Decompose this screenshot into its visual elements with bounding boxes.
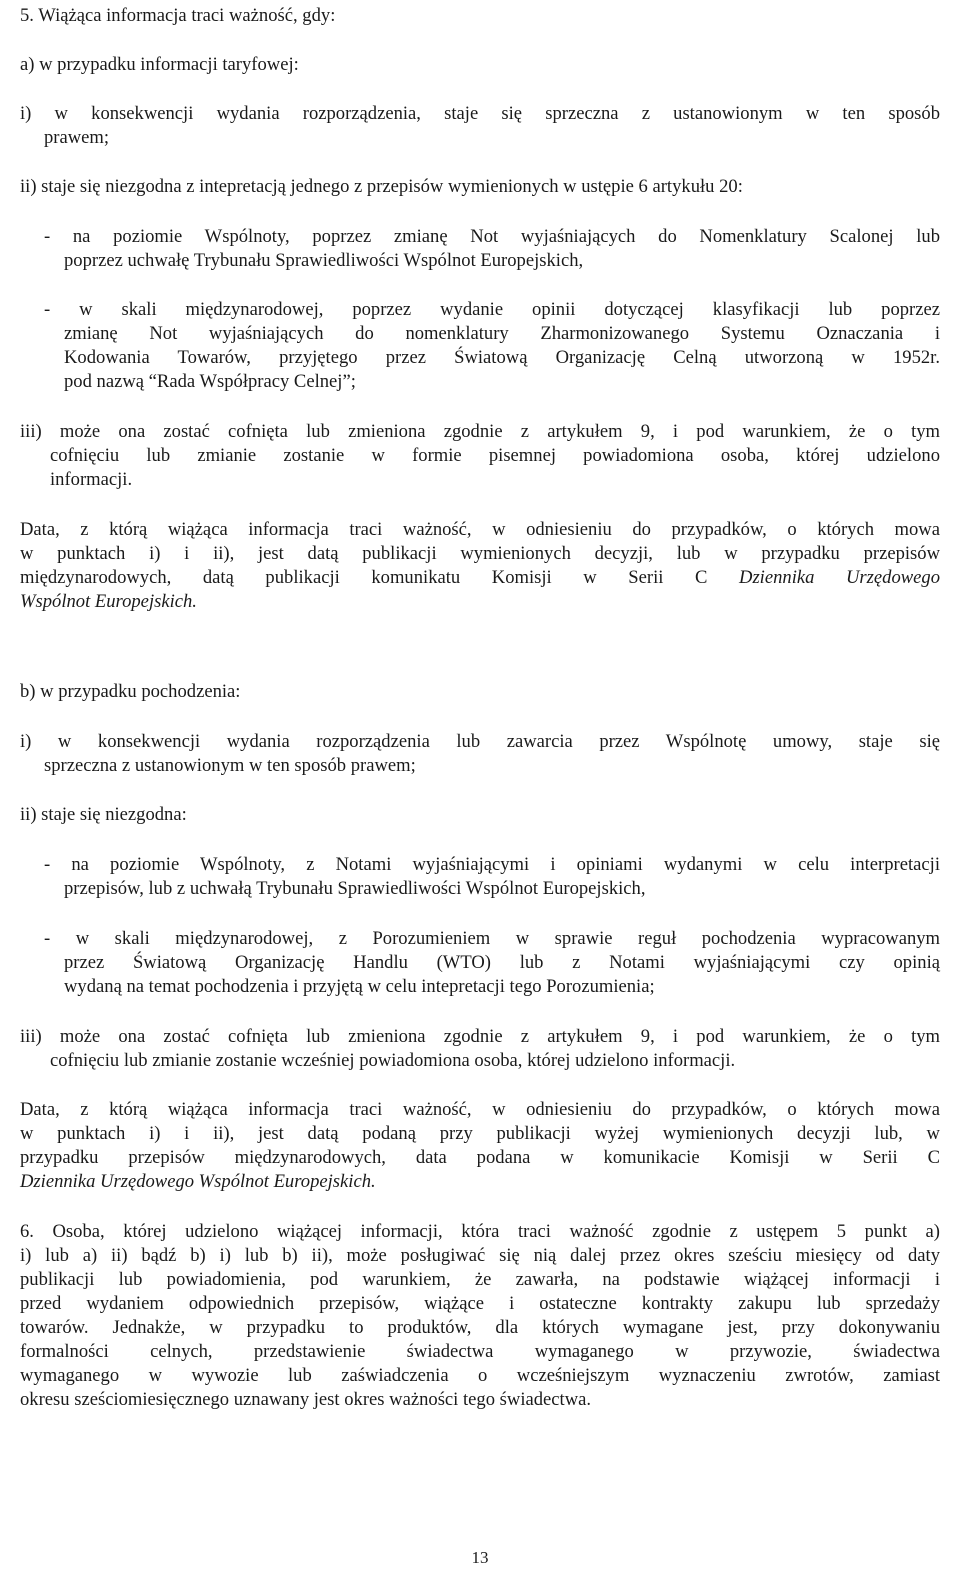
a-ii-dash1-line-1: - na poziomie Wspólnoty, poprzez zmianę Not wyjaśniających do Nomenklatury Scalonej lub [44,226,940,247]
section-6-line-2: i) lub a) ii) bądź b) i) lub b) ii), może posługiwać się nią dalej przez okres sześciu miesięcy od daty [20,1245,940,1266]
journal-title-italic: Dziennika Urzędowego [739,567,940,588]
point-b-heading: b) w przypadku pochodzenia: [20,681,241,702]
a-ii-dash2-line-1: - w skali międzynarodowej, poprzez wydanie opinii dotyczącej klasyfikacji lub poprzez [44,299,940,320]
b-data-line-2: w punktach i) i ii), jest datą podaną przy publikacji wyżej wymienionych decyzji lub, w [20,1123,940,1144]
section-6-line-6: formalności celnych, przedstawienie świadectwa wymaganego w przywozie, świadectwa [20,1341,940,1362]
a-ii-dash2-line-3: Kodowania Towarów, przyjętego przez Światową Organizację Celną utworzoną w 1952r. [64,347,940,368]
page-number: 13 [471,1548,489,1567]
section-6-line-5: towarów. Jednakże, w przypadku to produktów, dla których wymagane jest, przy dokonywaniu [20,1317,940,1338]
a-ii-dash1-line-2: poprzez uchwałę Trybunału Sprawiedliwości Wspólnot Europejskich, [64,250,584,271]
b-iii-line-2: cofnięciu lub zmianie zostanie wcześniej powiadomiona osoba, której udzielono informacji. [50,1050,736,1071]
section-6-line-1: 6. Osoba, której udzielono wiążącej informacji, która traci ważność zgodnie z ustępem 5 punkt a) [20,1221,940,1242]
b-ii-dash1-line-1: - na poziomie Wspólnoty, z Notami wyjaśniającymi i opiniami wydanymi w celu interpretacji [44,854,940,875]
a-data-line-1: Data, z którą wiążąca informacja traci ważność, w odniesieniu do przypadków, o których mowa [20,519,940,540]
a-i-line-2: prawem; [44,127,110,148]
a-ii-line: ii) staje się niezgodna z intepretacją jednego z przepisów wymienionych w ustępie 6 artykułu 20: [20,176,743,197]
point-a-heading: a) w przypadku informacji taryfowej: [20,54,299,75]
a-iii-line-1: iii) może ona zostać cofnięta lub zmieniona zgodnie z artykułem 9, i pod warunkiem, że o tym [20,421,940,442]
a-data-line-4-italic: Wspólnot Europejskich. [20,591,197,612]
a-data-line-3 [20,566,940,590]
a-ii-dash2-line-2: zmianę Not wyjaśniających do nomenklatury Zharmonizowanego Systemu Oznaczania i [64,323,940,344]
section-6-line-8: okresu sześciomiesięcznego uznawany jest okres ważności tego świadectwa. [20,1389,592,1410]
a-i-line-1: i) w konsekwencji wydania rozporządzenia, staje się sprzeczna z ustanowionym w ten sposób [20,103,940,124]
b-ii-dash1-line-2: przepisów, lub z uchwałą Trybunału Sprawiedliwości Wspólnot Europejskich, [64,878,646,899]
b-iii-line-1: iii) może ona zostać cofnięta lub zmieniona zgodnie z artykułem 9, i pod warunkiem, że o tym [20,1026,940,1047]
b-ii-line: ii) staje się niezgodna: [20,804,187,825]
b-i-line-1: i) w konsekwencji wydania rozporządzenia lub zawarcia przez Wspólnotę umowy, staje się [20,731,940,752]
a-iii-line-2: cofnięciu lub zmianie zostanie w formie pisemnej powiadomiona osoba, której udzielono [50,445,940,466]
a-data-line-2: w punktach i) i ii), jest datą publikacji wymienionych decyzji, lub w przypadku przepisów [20,543,940,564]
b-data-line-4-italic: Dziennika Urzędowego Wspólnot Europejskich. [20,1171,376,1192]
a-iii-line-3: informacji. [50,469,133,490]
b-ii-dash2-line-2: przez Światową Organizację Handlu (WTO) lub z Notami wyjaśniającymi czy opinią [64,952,940,973]
section-6-line-4: przed wydaniem odpowiednich przepisów, wiążące i ostateczne kontrakty zakupu lub sprzedaży [20,1293,940,1314]
b-ii-dash2-line-3: wydaną na temat pochodzenia i przyjętą w celu intepretacji tego Porozumienia; [64,976,655,997]
a-ii-dash2-line-4: pod nazwą “Rada Współpracy Celnej”; [64,371,356,392]
section-6-line-7: wymaganego w wywozie lub zaświadczenia o wcześniejszym wyznaczeniu zwrotów, zamiast [20,1365,940,1386]
b-i-line-2: sprzeczna z ustanowionym w ten sposób prawem; [44,755,416,776]
b-data-line-3: przypadku przepisów międzynarodowych, data podana w komunikacie Komisji w Serii C [20,1147,940,1168]
b-data-line-1: Data, z którą wiążąca informacja traci ważność, w odniesieniu do przypadków, o których mowa [20,1099,940,1120]
section-5-heading: 5. Wiążąca informacja traci ważność, gdy: [20,5,336,26]
section-6-line-3: publikacji lub powiadomienia, pod warunkiem, że zawarła, na podstawie wiążącej informacji i [20,1269,940,1290]
b-ii-dash2-line-1: - w skali międzynarodowej, z Porozumieniem w sprawie reguł pochodzenia wypracowanym [44,928,940,949]
a-data-line-3-text: międzynarodowych, datą publikacji komunikatu Komisji w Serii C [20,567,740,588]
